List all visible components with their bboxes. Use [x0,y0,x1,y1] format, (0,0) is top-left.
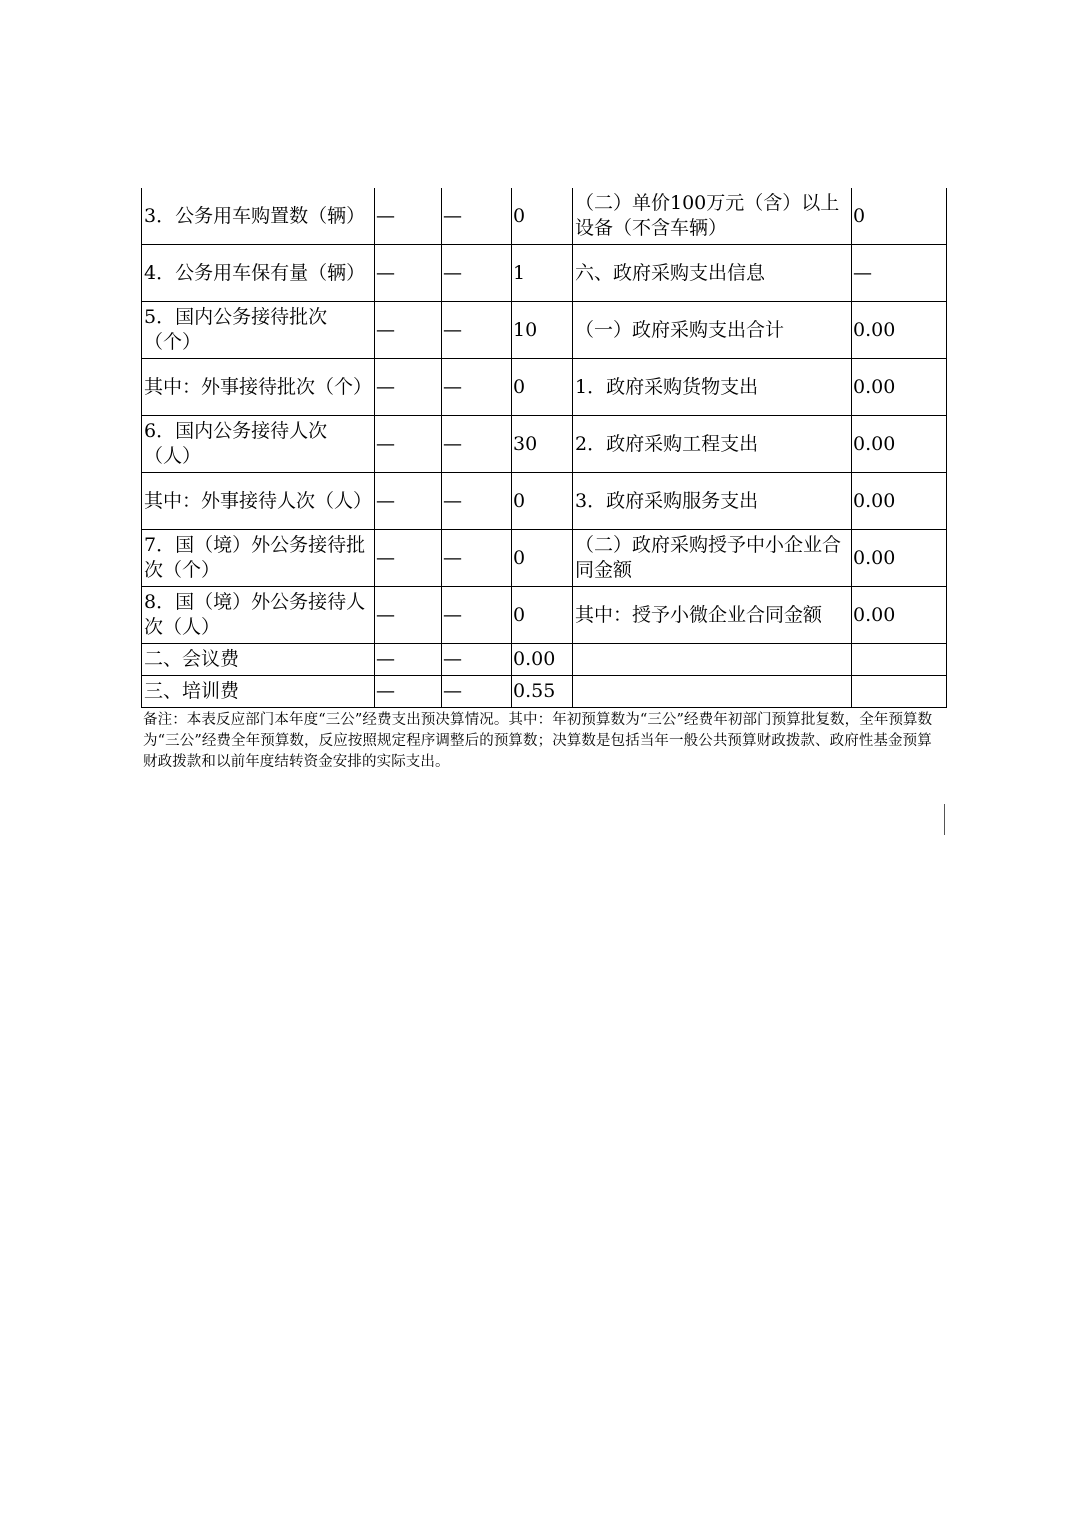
final-account-cell: 0 [512,473,573,530]
value-cell-right: 0.00 [852,473,947,530]
final-account-cell: 10 [512,302,573,359]
initial-budget-cell: — [375,644,442,676]
item-label: 5．国内公务接待批次（个） [142,302,375,359]
final-account-cell: 0 [512,587,573,644]
value-cell-right: 0.00 [852,302,947,359]
final-account-cell: 0 [512,359,573,416]
item-label-right: 3．政府采购服务支出 [573,473,852,530]
final-account-cell: 1 [512,245,573,302]
item-label: 其中：外事接待批次（个） [142,359,375,416]
full-year-budget-cell: — [442,587,512,644]
table-row [142,416,947,473]
value-cell-right [852,644,947,676]
final-account-cell: 0 [512,530,573,587]
initial-budget-cell: — [375,473,442,530]
full-year-budget-cell: — [442,359,512,416]
final-account-cell: 0.55 [512,676,573,708]
item-label-right [573,644,852,676]
item-label-right: 2．政府采购工程支出 [573,416,852,473]
initial-budget-cell: — [375,530,442,587]
table-row [142,473,947,530]
item-label-right: （二）单价100万元（含）以上设备（不含车辆） [573,188,852,245]
table-row [142,644,947,676]
initial-budget-cell: — [375,587,442,644]
value-cell-right [852,676,947,708]
item-label: 7．国（境）外公务接待批次（个） [142,530,375,587]
full-year-budget-cell: — [442,644,512,676]
final-account-cell: 0.00 [512,644,573,676]
table-footnote: 备注：本表反应部门本年度“三公”经费支出预决算情况。其中：年初预算数为“三公”经费年初部门预算批复数，全年预算数为“三公”经费全年预算数，反应按照规定程序调整后的预算数；决算数是包括当年一般公共预算财政拨款、政府性基金预算财政拨款和以前年度结转资金安排的实际支出。 [143,712,933,770]
final-account-cell: 30 [512,416,573,473]
value-cell-right: 0.00 [852,530,947,587]
item-label: 6．国内公务接待人次（人） [142,416,375,473]
page-edge-line [944,804,945,835]
item-label: 8．国（境）外公务接待人次（人） [142,587,375,644]
initial-budget-cell: — [375,188,442,245]
value-cell-right: 0.00 [852,359,947,416]
table-row [142,359,947,416]
initial-budget-cell: — [375,416,442,473]
table-row [142,245,947,302]
full-year-budget-cell: — [442,473,512,530]
table-row [142,530,947,587]
initial-budget-cell: — [375,676,442,708]
value-cell-right: — [852,245,947,302]
full-year-budget-cell: — [442,530,512,587]
value-cell-right: 0.00 [852,587,947,644]
table-row [142,676,947,708]
full-year-budget-cell: — [442,302,512,359]
item-label-right: （一）政府采购支出合计 [573,302,852,359]
item-label-right: 六、政府采购支出信息 [573,245,852,302]
item-label: 二、会议费 [142,644,375,676]
table-row [142,188,947,245]
item-label-right: 1．政府采购货物支出 [573,359,852,416]
value-cell-right: 0.00 [852,416,947,473]
item-label: 其中：外事接待人次（人） [142,473,375,530]
full-year-budget-cell: — [442,188,512,245]
item-label: 4．公务用车保有量（辆） [142,245,375,302]
initial-budget-cell: — [375,302,442,359]
table-row [142,302,947,359]
item-label-right: （二）政府采购授予中小企业合同金额 [573,530,852,587]
item-label-right [573,676,852,708]
table-row [142,587,947,644]
initial-budget-cell: — [375,359,442,416]
final-account-cell: 0 [512,188,573,245]
item-label: 三、培训费 [142,676,375,708]
value-cell-right: 0 [852,188,947,245]
item-label: 3．公务用车购置数（辆） [142,188,375,245]
full-year-budget-cell: — [442,676,512,708]
item-label-right: 其中：授予小微企业合同金额 [573,587,852,644]
full-year-budget-cell: — [442,416,512,473]
full-year-budget-cell: — [442,245,512,302]
expenditure-table [141,188,947,708]
initial-budget-cell: — [375,245,442,302]
